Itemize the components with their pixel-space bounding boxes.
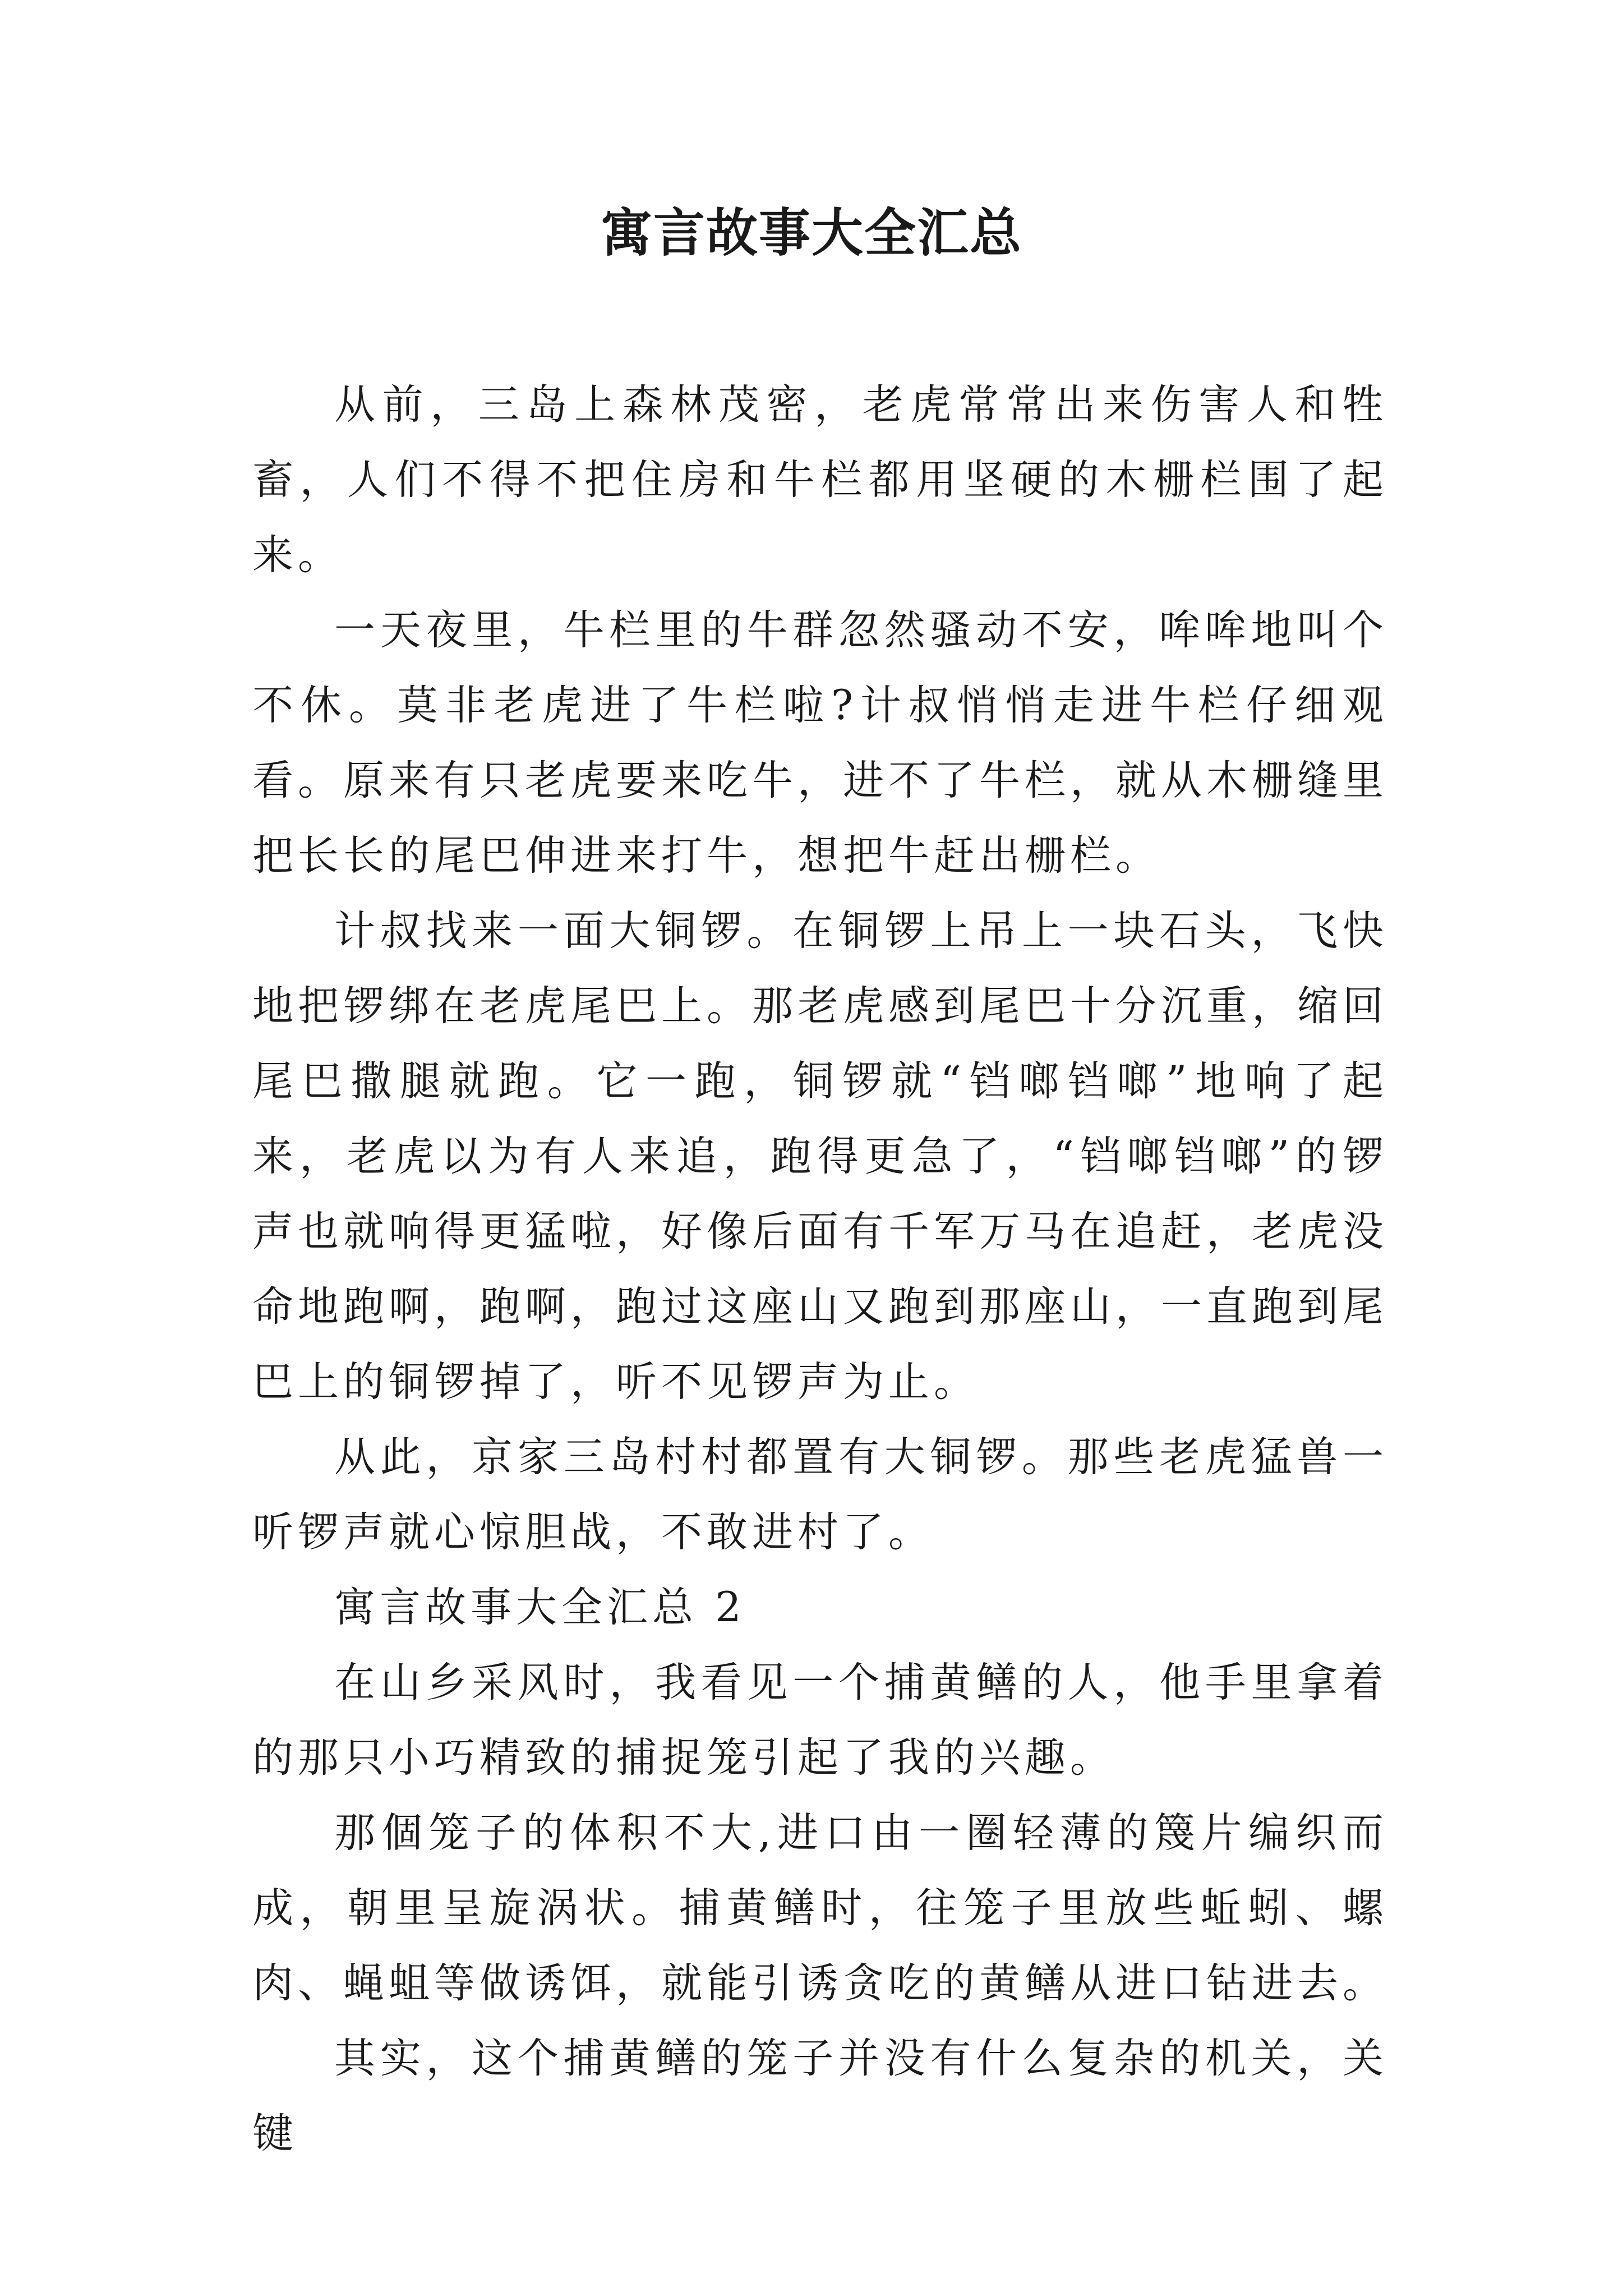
paragraph: 一天夜里，牛栏里的牛群忽然骚动不安，哞哞地叫个不休。莫非老虎进了牛栏啦?计叔悄悄走进牛栏仔细观看。原来有只老虎要来吃牛，进不了牛栏，就从木栅缝里把长长的尾巴伸进来打牛，想把牛赶出栅栏。 bbox=[252, 606, 1388, 880]
document-body bbox=[252, 367, 1388, 2171]
paragraph: 计叔找来一面大铜锣。在铜锣上吊上一块石头，飞快地把锣绑在老虎尾巴上。那老虎感到尾巴十分沉重，缩回尾巴撒腿就跑。它一跑，铜锣就“铛啷铛啷”地响了起来，老虎以为有人来追，跑得更急了，“铛啷铛啷”的锣声也就响得更猛啦，好像后面有千军万马在追赶，老虎没命地跑啊，跑啊，跑过这座山又跑到那座山，一直跑到尾巴上的铜锣掉了，听不见锣声为止。 bbox=[252, 907, 1388, 1406]
paragraph: 在山乡采风时，我看见一个捕黄鳝的人，他手里拿着的那只小巧精致的捕捉笼引起了我的兴趣。 bbox=[252, 1659, 1388, 1782]
paragraph: 从前，三岛上森林茂密，老虎常常出来伤害人和牲畜，人们不得不把住房和牛栏都用坚硬的木栅栏围了起来。 bbox=[252, 381, 1388, 579]
paragraph: 那個笼子的体积不大,进口由一圈轻薄的篾片编织而成，朝里呈旋涡状。捕黄鳝时，往笼子里放些蚯蚓、螺肉、蝇蛆等做诱饵，就能引诱贪吃的黄鳝从进口钻进去。 bbox=[252, 1809, 1388, 2007]
section-heading: 寓言故事大全汇总 2 bbox=[334, 1584, 746, 1631]
document-title: 寓言故事大全汇总 bbox=[600, 203, 1022, 263]
paragraph: 其实，这个捕黄鳝的笼子并没有什么复杂的机关，关键 bbox=[252, 2035, 1388, 2157]
paragraph: 从此，京家三岛村村都置有大铜锣。那些老虎猛兽一听锣声就心惊胆战，不敢进村了。 bbox=[252, 1433, 1388, 1556]
